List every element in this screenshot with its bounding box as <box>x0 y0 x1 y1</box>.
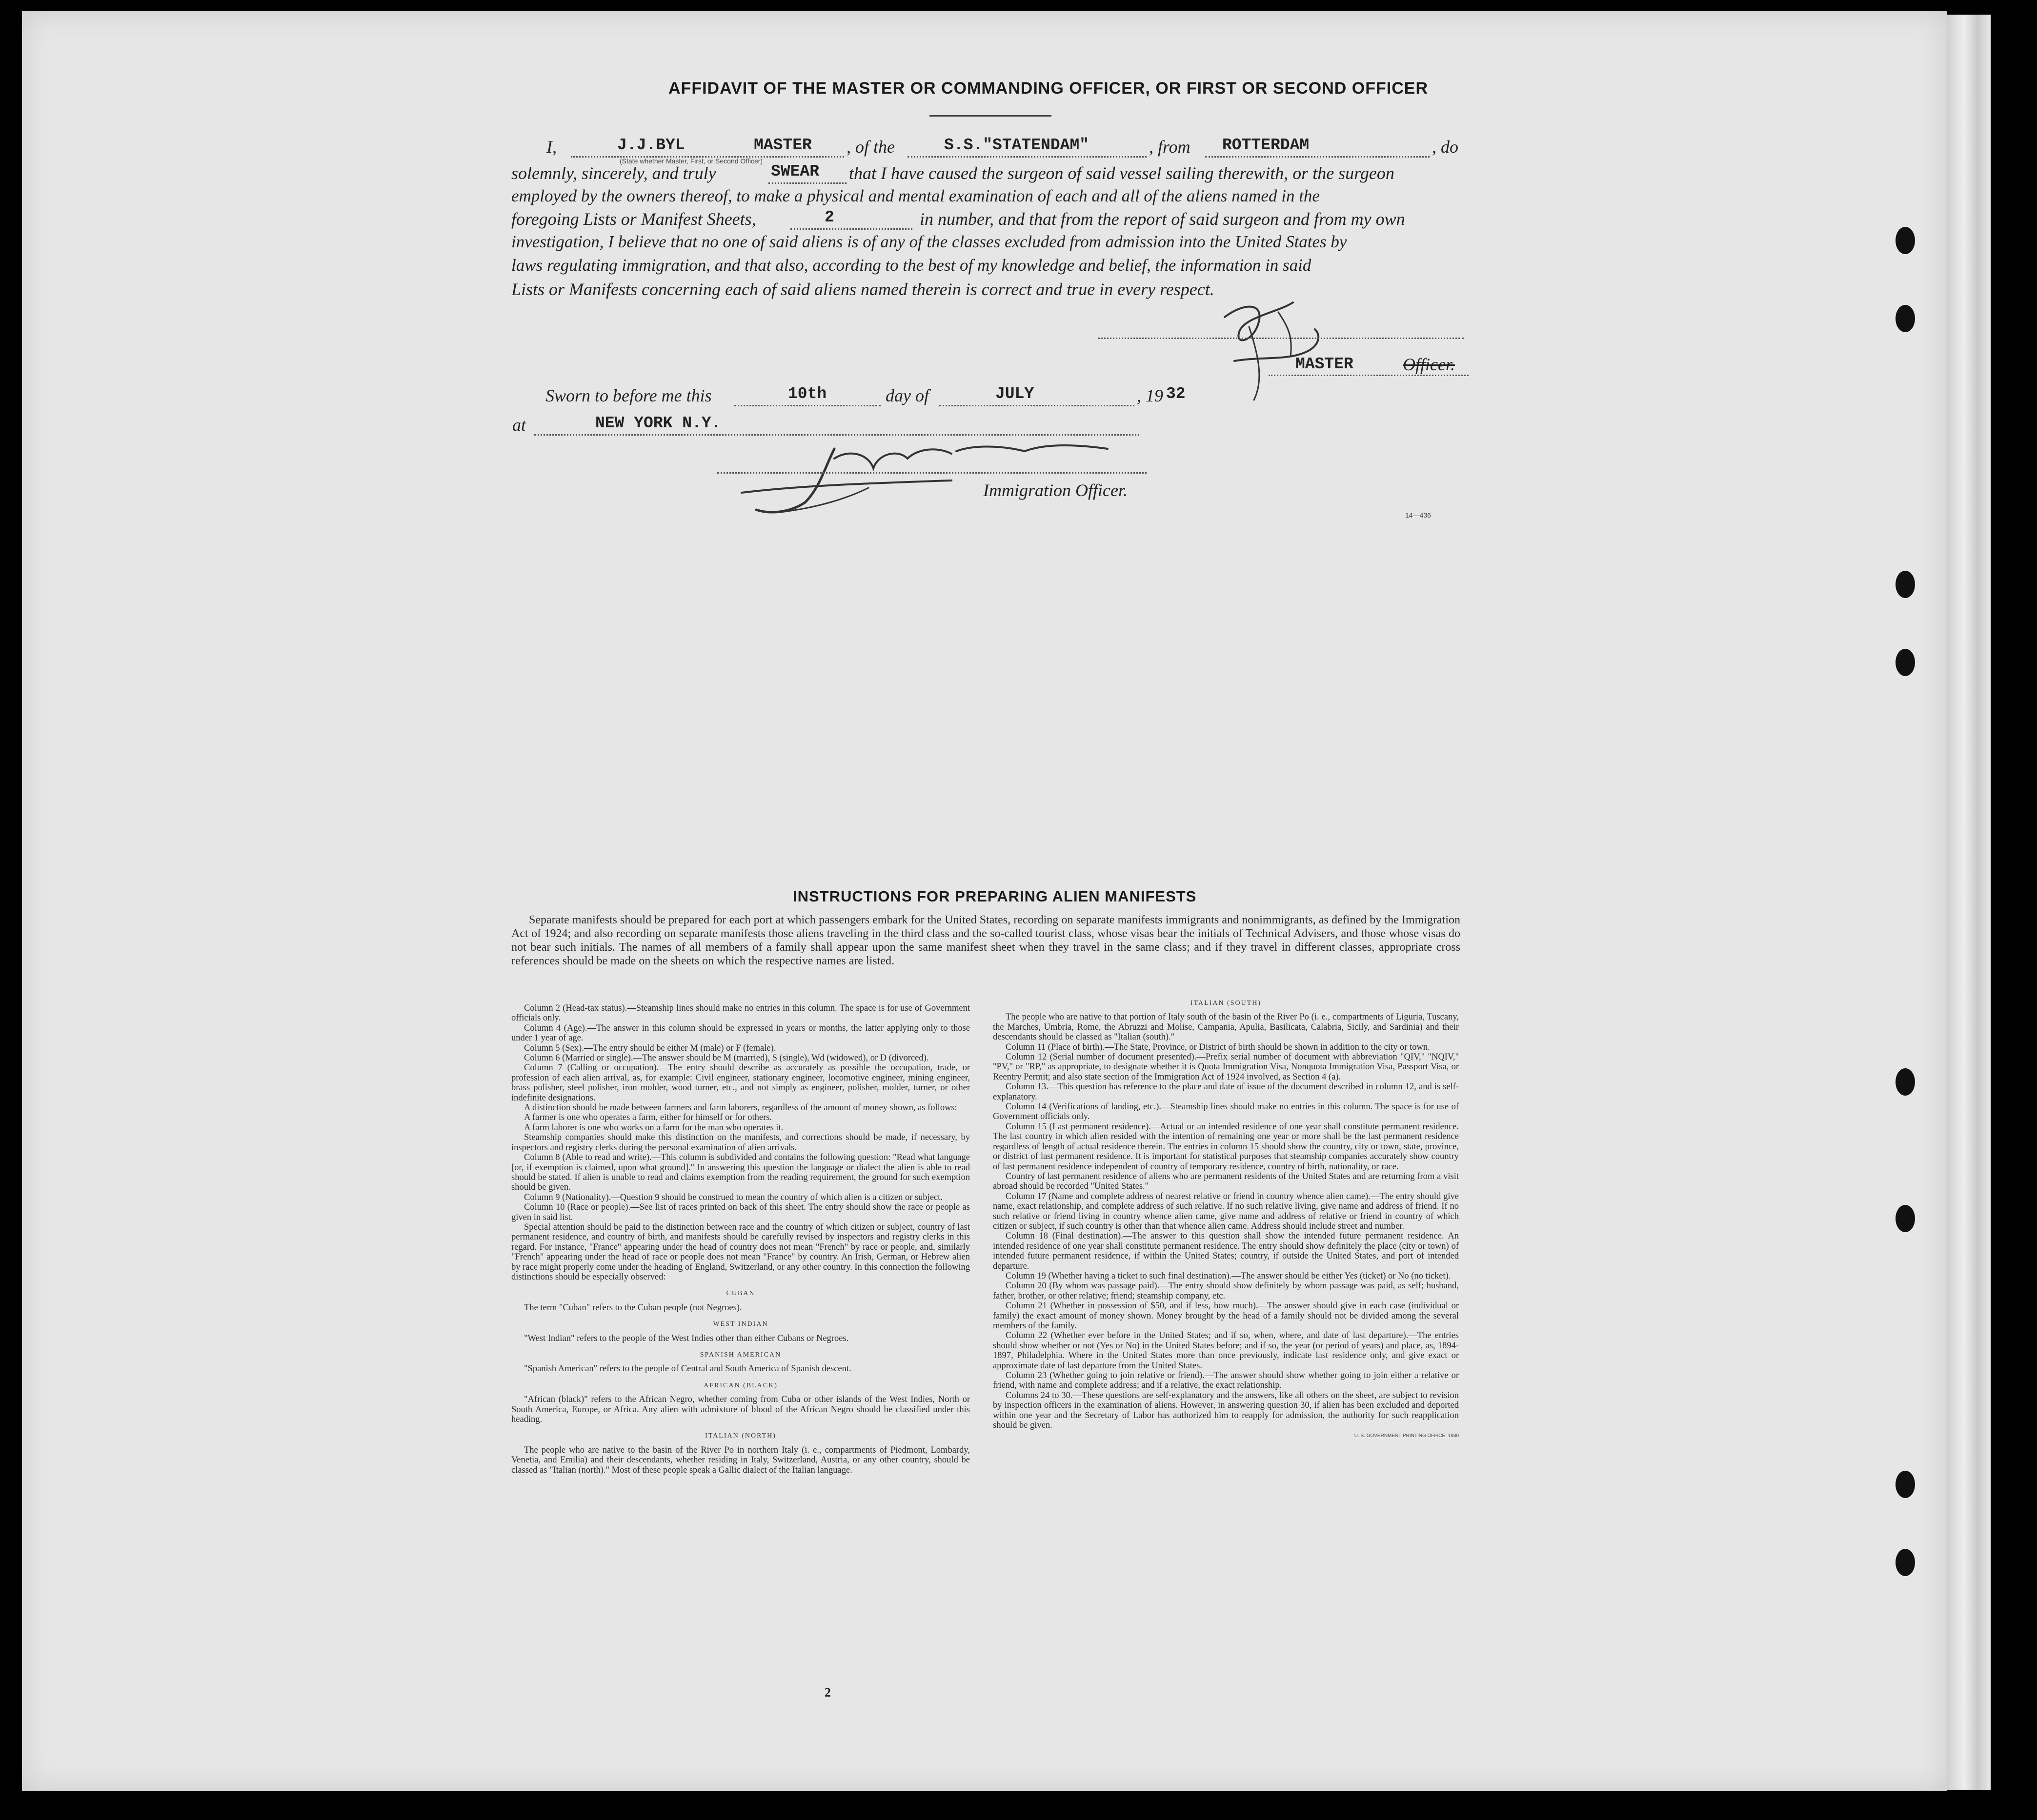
at-label: at <box>512 415 526 435</box>
instruction-paragraph: Column 23 (Whether going to join relative or friend).—The answer should show whether going to join either a relative or friend, with name and complete address; and if a relative, the exact relationship. <box>993 1371 1459 1391</box>
affidavit-line3: employed by the owners thereof, to make a physical and mental examination of each and all of the aliens named in the <box>511 186 1320 205</box>
printer-note: U. S. GOVERNMENT PRINTING OFFICE: 1930 <box>1354 1433 1459 1439</box>
i-label: I, <box>546 137 557 157</box>
cuban-text: The term "Cuban" refers to the Cuban people (not Negroes). <box>524 1302 742 1313</box>
west-indian-text: "West Indian" refers to the people of the West Indies other than either Cubans or Negroes. <box>524 1333 849 1343</box>
signature-officer-label: Officer. <box>1403 355 1455 374</box>
page-edge <box>1947 15 1991 1790</box>
instruction-paragraph: Column 13.—This question has reference to the place and date of issue of the document described in column 12, and is self-explanatory. <box>993 1082 1459 1102</box>
binder-hole <box>1896 571 1915 598</box>
binder-hole <box>1896 1205 1915 1232</box>
immigration-officer-signature <box>722 429 1161 522</box>
instructions-title: INSTRUCTIONS FOR PREPARING ALIEN MANIFESTS <box>793 888 1197 905</box>
instruction-paragraph: Special attention should be paid to the distinction between race and the country of which citizen or subject, country of last permanent residence, and country of birth, and manifests should be carefully revised by inspectors and registry clerks in this regard. For instance, "France" appearing under the head of country does not mean "French" by race or people, and, similarly "French" appearing under the head of race or people does not mean "France" by country. An Irish, German, or Hebrew alien by race might properly come under the heading of England, Switzerland, or any other country. In this connection the following distinctions should be especially observed: <box>511 1222 970 1282</box>
left-column <box>511 1003 970 1475</box>
binder-hole <box>1896 227 1915 254</box>
sworn-day: 10th <box>788 385 827 403</box>
instruction-paragraph: The people who are native to that portion of Italy south of the basin of the River Po (i. e., compartments of Liguria, Tuscany, the Marches, Umbria, Rome, the Abruzzi and Molise, Campania, Apulia, Basilicata, Calabria, Sicily, and Sardinia) and their descendants should be classed as "Italian (south)." <box>993 1012 1459 1042</box>
affidavit-line7: Lists or Manifests concerning each of said aliens named therein is correct and true in every respect. <box>511 280 1214 299</box>
signature-line <box>1098 338 1464 339</box>
instruction-paragraph: Columns 24 to 30.—These questions are self-explanatory and the answers, like all others on the sheet, are subject to revision by inspection officers in the examination of aliens. However, in answering question 30, if alien has been excluded and deported within one year and the Secretary of Labor has authorized him to reapply for admission, the authority for such reapplication should be given. <box>993 1390 1459 1431</box>
form-number: 14—436 <box>1405 511 1431 519</box>
sheets-suffix: in number, and that from the report of said surgeon and from my own <box>920 209 1405 229</box>
sworn-place: NEW YORK N.Y. <box>595 414 721 432</box>
instruction-paragraph: Column 19 (Whether having a ticket to such final destination).—The answer should be either Yes (ticket) or No (no ticket). <box>1006 1271 1451 1281</box>
instruction-paragraph: Steamship companies should make this distinction on the manifests, and corrections should be made, if necessary, by inspectors and registry clerks during the personal examination of alien arrivals. <box>511 1133 970 1153</box>
title-rule <box>929 115 1051 117</box>
of-the-label: , of the <box>847 137 895 157</box>
affidavit-line6: laws regulating immigration, and that also, according to the best of my knowledge and belief, the information in said <box>511 256 1311 275</box>
from-label: , from <box>1149 137 1190 157</box>
signature-rank: MASTER <box>1295 355 1353 373</box>
intro-paragraph: Separate manifests should be prepared for each port at which passengers embark for the United States, recording on separate manifests immigrants and nonimmigrants, as defined by the Immigration Act of 1924; and also recording on separate manifests those aliens traveling in the third class and the so-called tourist class, whose visas bear the initials of Technical Advisers, and those whose visas do not bear such initials. The names of all members of a family shall appear upon the same manifest sheet when they travel in the same class; and if they travel in different classes, appropriate cross references should be made on the sheets on which the respective names are listed. <box>511 914 1460 967</box>
sheet-count: 2 <box>825 208 834 226</box>
affidavit-title: AFFIDAVIT OF THE MASTER OR COMMANDING OFFICER, OR FIRST OR SECOND OFFICER <box>668 79 1428 98</box>
affidavit-line5: investigation, I believe that no one of said aliens is of any of the classes excluded from admission into the United States by <box>511 232 1347 251</box>
instruction-paragraph: A distinction should be made between farmers and farm laborers, regardless of the amount of money shown, as follows: <box>524 1103 957 1113</box>
year-prefix: , 19 <box>1137 386 1163 405</box>
binder-hole <box>1896 649 1915 676</box>
officer-rank: MASTER <box>754 136 812 154</box>
african-heading: AFRICAN (BLACK) <box>704 1381 778 1389</box>
italian-south-heading: ITALIAN (SOUTH) <box>1190 1000 1262 1007</box>
instruction-paragraph: Column 15 (Last permanent residence).—Actual or an intended residence of one year shall constitute permanent residence. The last country in which alien resided with the intention of remaining one year or more shall be the last permanent residence regardless of length of actual residence therein. The entries in column 15 should show the country, city or town, state, province, or district of last permanent residence. It is important for statistical purposes that steamship companies accurately show country of last permanent residence independent of country of temporary residence, country of birth, nationality, or race. <box>993 1121 1459 1172</box>
officer-signature-line <box>717 472 1147 474</box>
rank-line <box>1269 375 1469 376</box>
sheets-field <box>790 210 912 230</box>
instruction-paragraph: Column 2 (Head-tax status).—Steamship lines should make no entries in this column. The space is for use of Government officials only. <box>511 1003 970 1023</box>
italian-north-heading: ITALIAN (NORTH) <box>705 1432 776 1440</box>
instruction-paragraph: Country of last permanent residence of aliens who are permanent residents of the United States and are returning from a visit abroad should be recorded "United States." <box>993 1171 1459 1192</box>
binder-hole <box>1896 1471 1915 1498</box>
oath-prefix: solemnly, sincerely, and truly <box>511 163 716 183</box>
instruction-paragraph: A farm laborer is one who works on a farm for the man who operates it. <box>524 1122 784 1133</box>
instruction-paragraph: Column 22 (Whether ever before in the United States; and if so, when, where, and date of last departure).—The entries should show whether or not (Yes or No) in the United States before; and if so, the year (or period of years) and place, as, 1894-1897, Philadelphia. Where in the United States more than once previously, indicate last residence only, and give exact or approximate date of last departure from the United States. <box>993 1331 1459 1371</box>
binder-hole <box>1896 1068 1915 1096</box>
spanish-american-text: "Spanish American" refers to the people of Central and South America of Spanish descent. <box>524 1364 851 1374</box>
month-field <box>939 386 1134 406</box>
african-text: "African (black)" refers to the African Negro, whether coming from Cuba or other islands of the West Indies, North or South America, Europe, or Africa. Any alien with admixture of blood of the African Negro should be classified under this heading. <box>511 1395 970 1425</box>
spanish-american-heading: SPANISH AMERICAN <box>700 1351 782 1359</box>
instruction-paragraph: Column 20 (By whom was passage paid).—The entry should show definitely by whom passage was paid, as self; husband, father, brother, or other relative; friend; steamship company, etc. <box>993 1281 1459 1301</box>
cuban-heading: CUBAN <box>726 1290 755 1298</box>
instruction-paragraph: Column 14 (Verifications of landing, etc.).—Steamship lines should make no entries in this column. The space is for use of Government officials only. <box>993 1102 1459 1122</box>
officer-name: J.J.BYL <box>617 136 685 154</box>
sheets-prefix: foregoing Lists or Manifest Sheets, <box>511 209 756 229</box>
instruction-paragraph: Column 5 (Sex).—The entry should be either M (male) or F (female). <box>524 1043 776 1053</box>
italian-north-text: The people who are native to the basin of the River Po in northern Italy (i. e., compartments of Piedmont, Lombardy, Venetia, and Emilia) and their descendants, whether residing in Italy, Switzerland, Austria, or any other country, should be classed as "Italian (north)." Most of these people speak a Gallic dialect of the Italian language. <box>511 1445 970 1475</box>
right-column <box>993 999 1459 1441</box>
instruction-paragraph: Column 8 (Able to read and write).—This column is subdivided and contains the following question: "Read what language [or, if exemption is claimed, upon what ground]." In answering this question the language or dialect the alien is able to read should be stated. If alien is unable to read and claims exemption from the reading requirement, the ground for such exemption should be given. <box>511 1153 970 1193</box>
instruction-paragraph: Column 9 (Nationality).—Question 9 should be construed to mean the country of which alien is a citizen or subject. <box>524 1192 943 1202</box>
instruction-paragraph: Column 18 (Final destination).—The answer to this question shall show the intended future permanent residence. An intended residence of one year shall constitute permanent residence. The entry should show definitely the place (city or town) of intended future permanent residence, if within the United States; country, if outside the United States, and port of intended departure. <box>993 1231 1459 1271</box>
oath-word: SWEAR <box>771 162 820 180</box>
instruction-paragraph: Column 4 (Age).—The answer in this column should be expressed in years or months, the latter applying only to those under 1 year of age. <box>511 1023 970 1043</box>
vessel-name: S.S."STATENDAM" <box>944 136 1089 154</box>
immigration-officer-label: Immigration Officer. <box>983 480 1128 500</box>
sworn-label: Sworn to before me this <box>545 386 712 405</box>
instruction-paragraph: Column 12 (Serial number of document presented).—Prefix serial number of document with abbreviation "QIV," "NQIV," "PV," or "RP," as appropriate, to designate whether it is Quota Immigration Visa, Nonquota Immigration Visa, Passport Visa, or Reentry Permit; and also state section of the Immigration Act of 1924 involved, as Section 4 (a). <box>993 1052 1459 1082</box>
master-signature <box>1205 283 1342 410</box>
instruction-paragraph: Column 10 (Race or people).—See list of races printed on back of this sheet. The entry should show the race or people as given in said list. <box>511 1202 970 1222</box>
instruction-paragraph: Column 17 (Name and complete address of nearest relative or friend in country whence alien came).—The entry should give name, exact relationship, and complete address of such relative. If no such relative living, give name and address of friend. If no such relative or friend living in country whence alien came, give name and address of relative or friend in country of which citizen or subject, if such country is other than that whence alien came. Address should include street and number. <box>993 1191 1459 1231</box>
day-of-label: day of <box>886 386 929 405</box>
instruction-paragraph: Column 6 (Married or single).—The answer should be M (married), S (single), Wd (widowed), or D (divorced). <box>524 1053 929 1063</box>
sworn-month: JULY <box>995 385 1034 403</box>
rank-hint: (State whether Master, First, or Second Officer) <box>620 157 763 165</box>
page-mark: 2 <box>825 1685 831 1700</box>
binder-hole <box>1896 305 1915 332</box>
sworn-year: 32 <box>1166 385 1186 403</box>
instruction-paragraph: Column 21 (Whether in possession of $50, and if less, how much).—The answer should give in each case (individual or family) the exact amount of money shown. Money brought by the head of a family should not be divided among the several members of the family. <box>993 1301 1459 1331</box>
oath-suffix: that I have caused the surgeon of said vessel sailing therewith, or the surgeon <box>849 163 1394 183</box>
binder-hole <box>1896 1549 1915 1576</box>
instructions-intro <box>511 913 1460 969</box>
port-name: ROTTERDAM <box>1222 136 1310 154</box>
instruction-paragraph: Column 11 (Place of birth).—The State, Province, or District of birth should be shown in addition to the city or town. <box>1006 1042 1430 1052</box>
west-indian-heading: WEST INDIAN <box>713 1320 768 1328</box>
do-label: , do <box>1432 137 1458 157</box>
instruction-paragraph: A farmer is one who operates a farm, either for himself or for others. <box>524 1113 772 1123</box>
instruction-paragraph: Column 7 (Calling or occupation).—The entry should describe as accurately as possible the occupation, trade, or profession of each alien arrival, as, for example: Civil engineer, stationary engineer, locomotive engineer, mining engineer, brass polisher, steel polisher, iron molder, wood turner, etc., and not simply as engineer, polisher, molder, turner, or other indefinite designations. <box>511 1063 970 1103</box>
